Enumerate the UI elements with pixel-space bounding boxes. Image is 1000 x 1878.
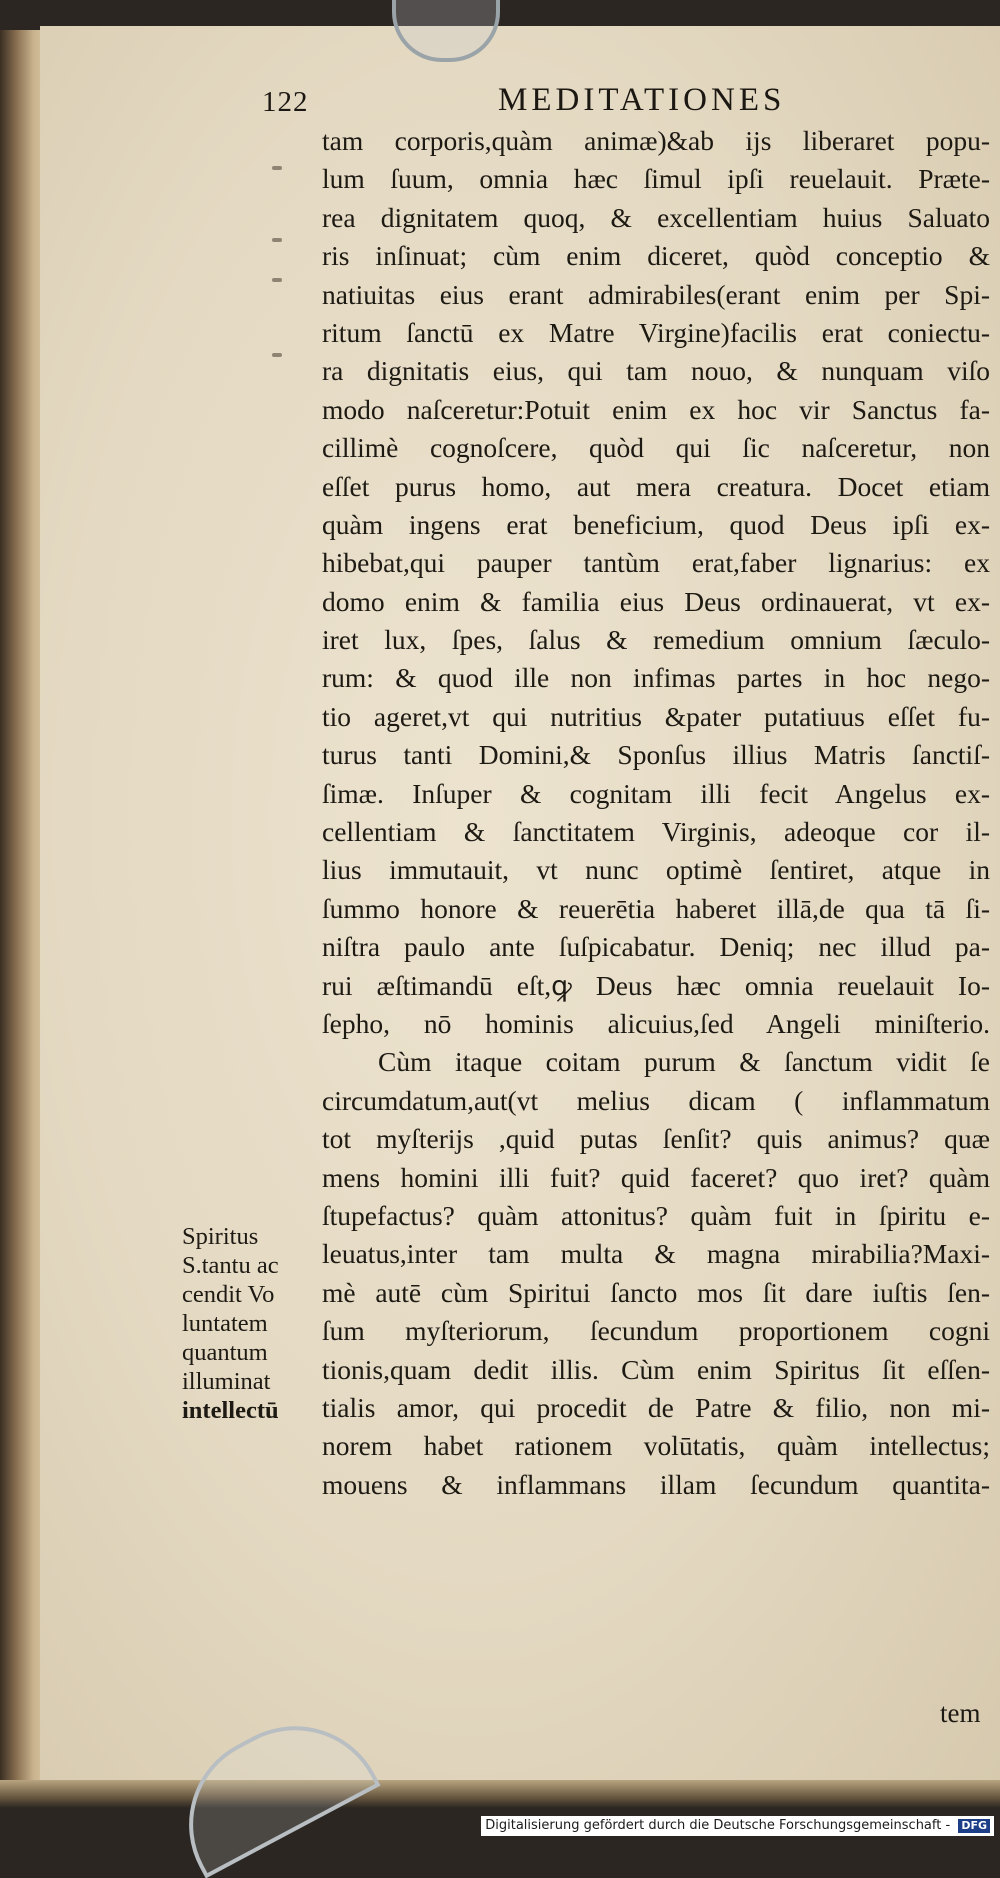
marginal-note-line: S.tantu ac — [182, 1252, 279, 1279]
marginal-note-line: Spiritus — [182, 1223, 259, 1250]
text-line: tio ageret,vt qui nutritius &pater putatiuus eſſet fu- — [322, 700, 990, 732]
catchword: tem — [940, 1698, 981, 1728]
text-line: ſimæ. Inſuper & cognitam illi fecit Angelus ex- — [322, 777, 990, 809]
marginal-note-line: cendit Vo — [182, 1281, 275, 1308]
text-line: turus tanti Domini,& Sponſus illius Matris ſanctiſ- — [322, 739, 990, 771]
text-line: ſtupefactus? quàm attonitus? quàm fuit in ſpiritu e- — [322, 1199, 990, 1231]
text-line: mè autē cùm Spiritui ſancto mos ſit dare iuſtis ſen- — [322, 1276, 990, 1308]
text-line: ſepho, nō hominis alicuius,ſed Angeli miniſterio. — [322, 1007, 990, 1039]
text-line: niſtra paulo ante ſuſpicabatur. Deniq; nec illud pa- — [322, 931, 990, 963]
text-line: rum: & quod ille non infimas partes in hoc nego- — [322, 662, 990, 694]
margin-fleck — [272, 353, 282, 357]
marginal-note-line: intellectū — [182, 1397, 279, 1424]
text-line: ſummo honore & reuerētia haberet illā,de qua tā ſi- — [322, 892, 990, 924]
dfg-logo: DFG — [958, 1819, 990, 1833]
marginal-note-line: luntatem — [182, 1310, 268, 1337]
text-line: eſſet purus homo, aut mera creatura. Docet etiam — [322, 470, 990, 502]
running-title: MEDITATIONES — [498, 82, 786, 118]
text-line: modo naſceretur:Potuit enim ex hoc vir Sanctus fa- — [322, 393, 990, 425]
text-line: circumdatum,aut(vt melius dicam ( inflammatum — [322, 1084, 990, 1116]
text-line: domo enim & familia eius Deus ordinauerat, vt ex- — [322, 585, 990, 617]
text-line: iret lux, ſpes, ſalus & remedium omnium ſæculo- — [322, 624, 990, 656]
book-bottom-edge — [0, 1780, 1000, 1808]
page-number: 122 — [262, 86, 309, 118]
text-line: natiuitas eius erant admirabiles(erant enim per Spi- — [322, 278, 990, 310]
text-line: cillimè cognoſcere, quòd qui ſic naſceretur, non — [322, 432, 990, 464]
main-text-block — [322, 122, 990, 1504]
text-line: hibebat,qui pauper tantùm erat,faber lignarius: ex — [322, 547, 990, 579]
text-line: ris inſinuat; cùm enim diceret, quòd conceptio & — [322, 240, 990, 272]
text-line: ritum ſanctū ex Matre Virgine)facilis erat coniectu- — [322, 316, 990, 348]
text-line: lius immutauit, vt nunc optimè ſentiret, atque in — [322, 854, 990, 886]
text-line: tialis amor, qui procedit de Patre & filio, non mi- — [322, 1391, 990, 1423]
text-line: tot myſterijs ,quid putas ſenſit? quis animus? quæ — [322, 1123, 990, 1155]
text-line: tam corporis,quàm animæ)&ab ijs liberaret popu- — [322, 125, 990, 156]
marginal-note — [182, 1222, 320, 1425]
marginal-note-line: quantum — [182, 1339, 268, 1366]
text-line: ſum myſteriorum, ſecundum proportionem cogni — [322, 1315, 990, 1347]
marginal-note-line: illuminat — [182, 1368, 271, 1395]
text-line: rui æſtimandū eſt,ꝙ Deus hæc omnia reuelauit Io- — [322, 969, 990, 1001]
text-line: ra dignitatis eius, qui tam nouo, & nunquam viſo — [322, 355, 990, 387]
digitization-credit — [481, 1816, 994, 1836]
text-line: Cùm itaque coitam purum & ſanctum vidit ſe — [378, 1046, 990, 1078]
text-line: cellentiam & ſanctitatem Virginis, adeoque cor il- — [322, 816, 990, 848]
text-line: lum ſuum, omnia hæc ſimul ipſi reuelauit. Præte- — [322, 163, 990, 195]
margin-fleck — [272, 166, 282, 170]
margin-fleck — [272, 278, 282, 282]
text-line: leuatus,inter tam multa & magna mirabilia?Maxi- — [322, 1238, 990, 1270]
text-line: norem habet rationem volūtatis, quàm intellectus; — [322, 1430, 990, 1462]
text-line: mouens & inflammans illam ſecundum quantita- — [322, 1468, 990, 1500]
text-line: rea dignitatem quoq, & excellentiam huius Saluato — [322, 201, 990, 233]
text-line: quàm ingens erat beneficium, quod Deus ipſi ex- — [322, 508, 990, 540]
margin-fleck — [272, 238, 282, 242]
text-line: tionis,quam dedit illis. Cùm enim Spiritus ſit eſſen- — [322, 1353, 990, 1385]
credit-text: Digitalisierung gefördert durch die Deutsche Forschungsgemeinschaft - — [485, 1818, 951, 1833]
text-line: mens homini illi fuit? quid faceret? quo iret? quàm — [322, 1161, 990, 1193]
page-header — [0, 74, 1000, 124]
